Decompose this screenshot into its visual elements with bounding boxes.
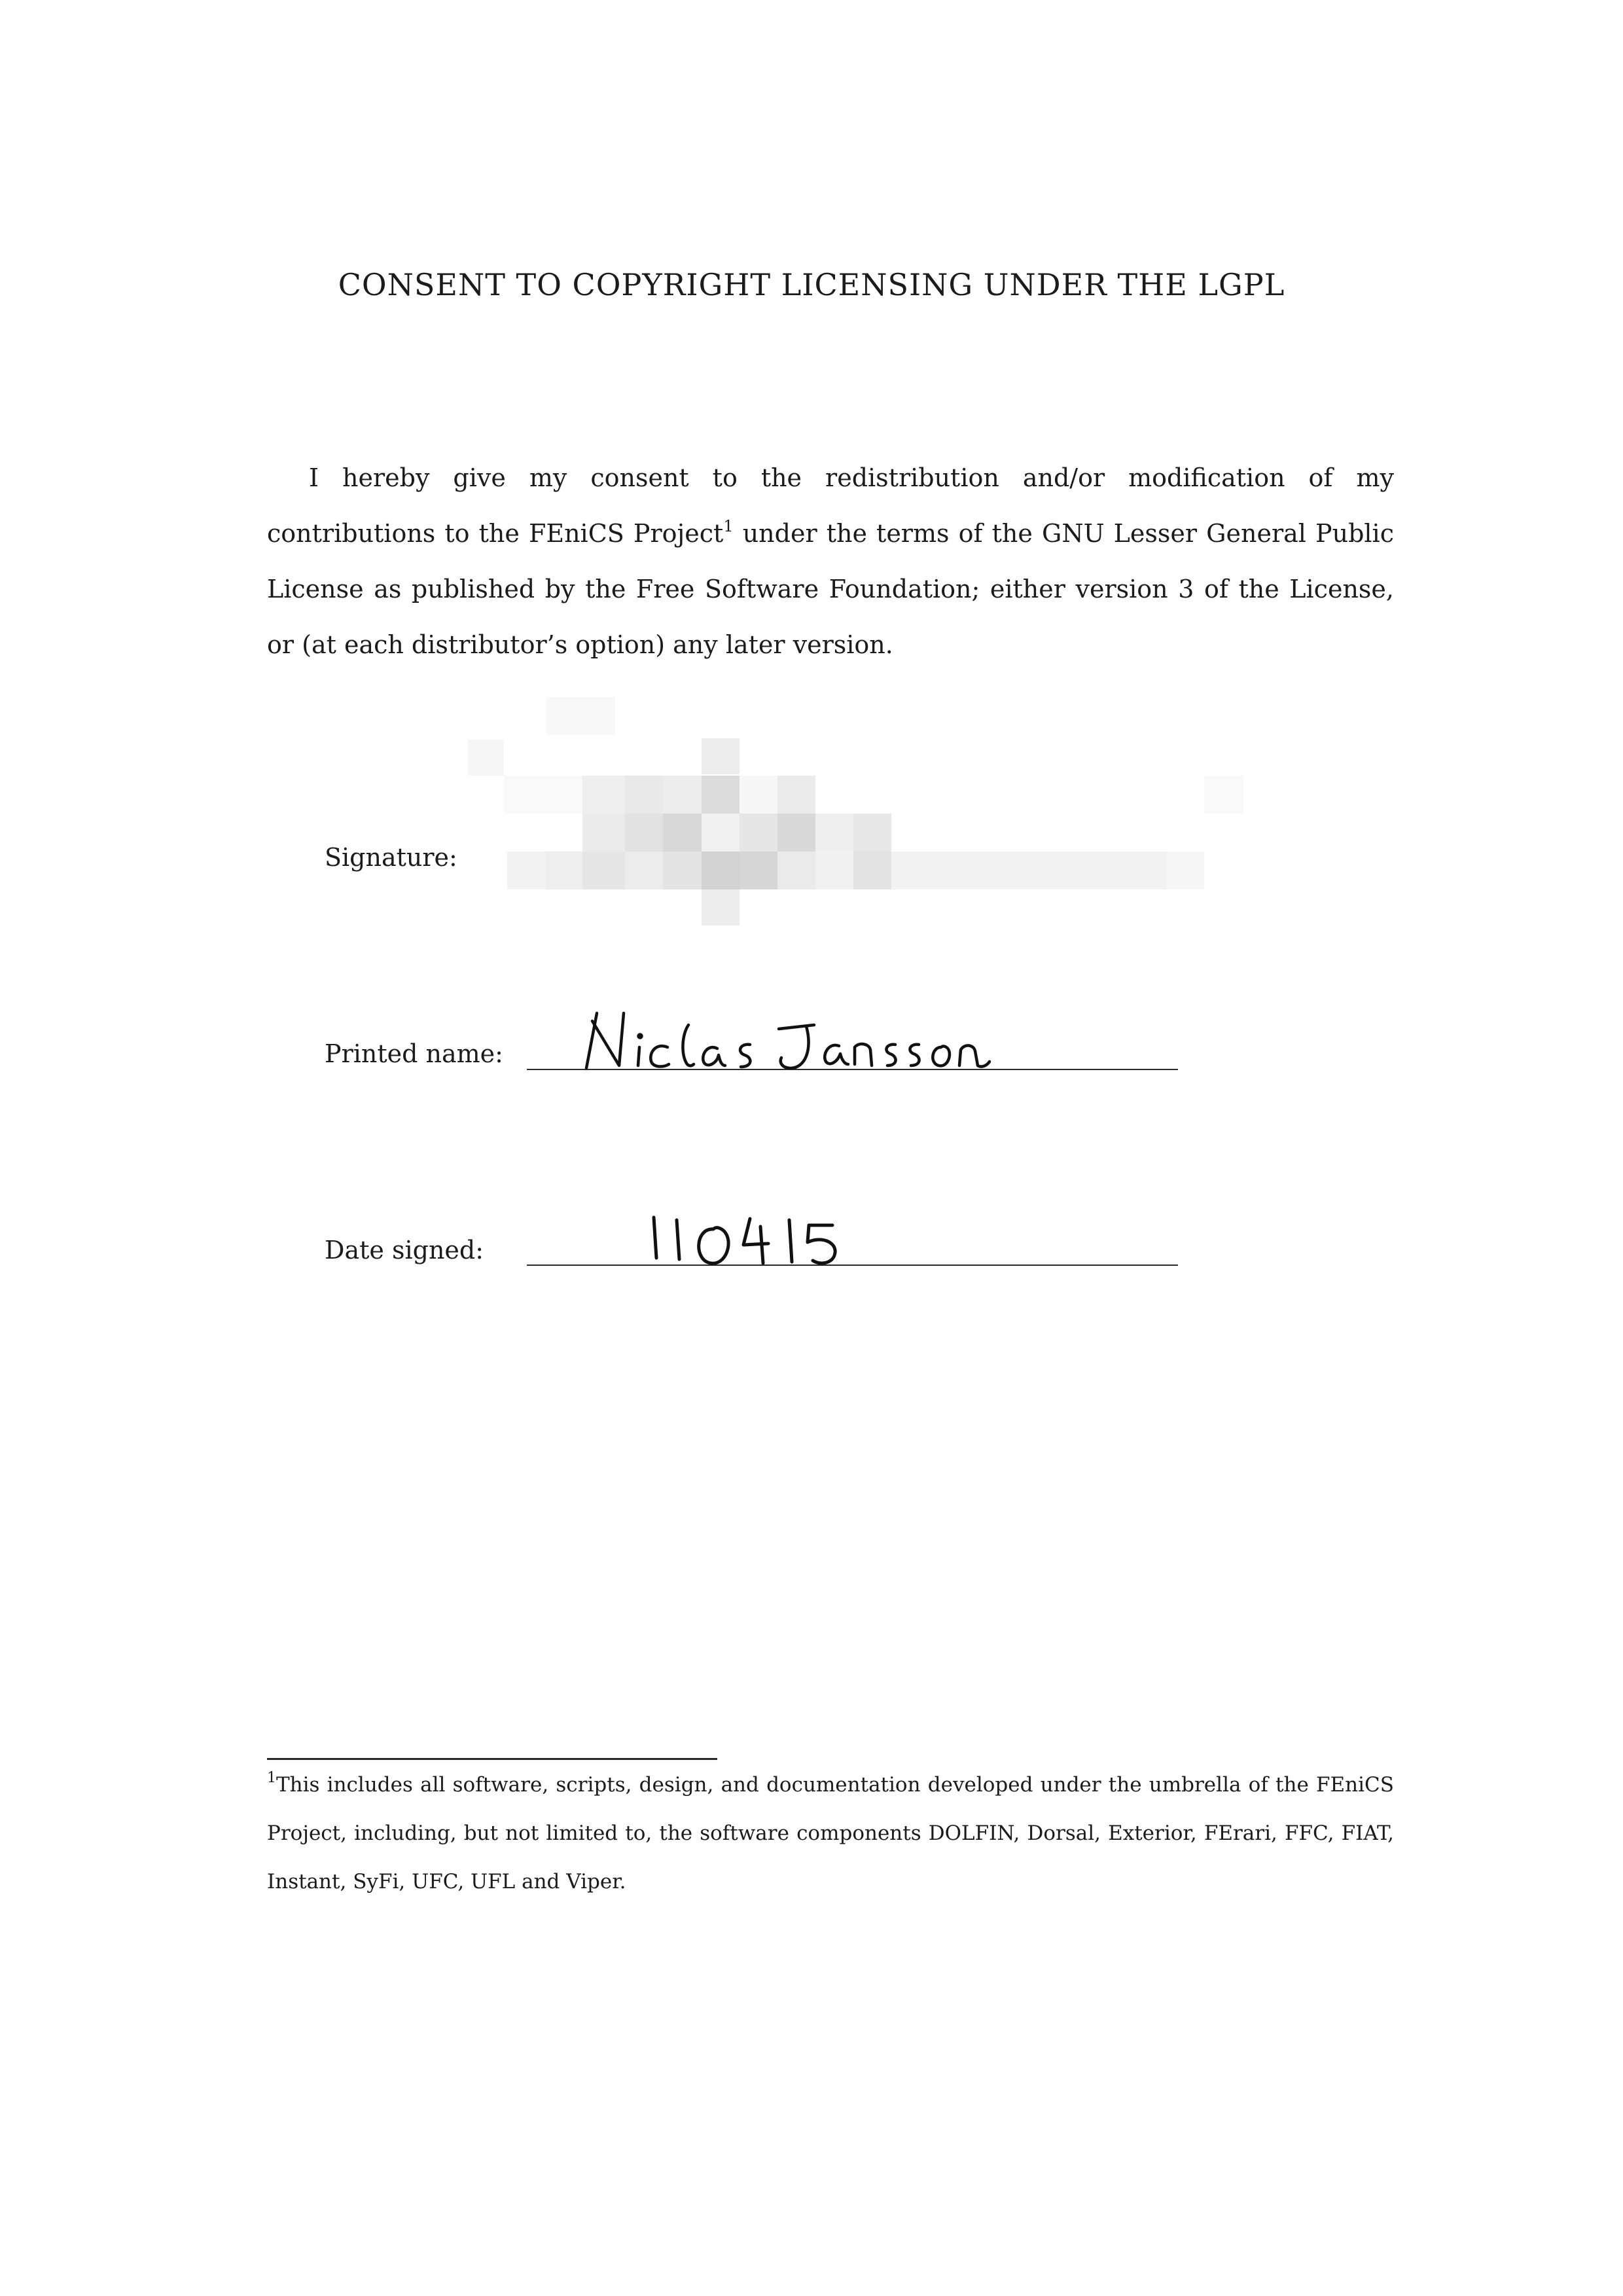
date-signed-line [527,1265,1178,1266]
consent-text-part-2: under the terms of the GNU Lesser General Public License as published by the Free Software Foundation; either version 3 of the License, or (at each distributor’s option) any later version. [267,519,1394,659]
printed-name-line [527,1069,1178,1070]
signature-label: Signature: [325,843,457,872]
footnote-rule [267,1758,717,1760]
document-title: CONSENT TO COPYRIGHT LICENSING UNDER THE LGPL [338,267,1285,302]
consent-text-part-1: I hereby give my consent to the redistribution and/or modification of my contributions to the FEniCS Project [267,463,1394,548]
printed-name-label: Printed name: [325,1039,503,1068]
footnote-text: This includes all software, scripts, design, and documentation developed under the umbrella of the FEniCS Project, including, but not limited to, the software components DOLFIN, Dorsal, Exterior, FErari, FFC, FIAT, Instant, SyFi, UFC, UFL and Viper. [267,1773,1394,1893]
footnote-marker: 1 [267,1770,276,1786]
date-signed-label: Date signed: [325,1236,484,1265]
footnote-reference: 1 [723,517,734,535]
footnote [267,1761,1394,1906]
handwritten-date [654,1217,835,1263]
handwritten-printed-name [586,1013,990,1068]
consent-paragraph [267,450,1394,673]
